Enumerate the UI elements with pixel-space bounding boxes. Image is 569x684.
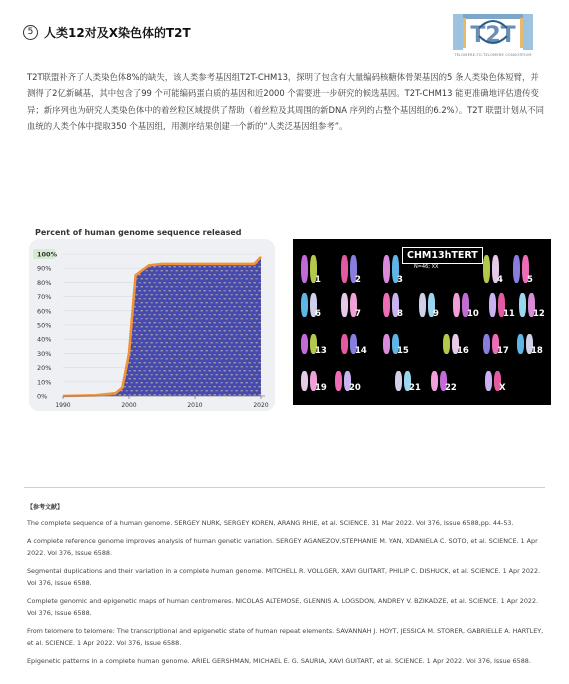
reference-item: The complete sequence of a human genome. SERGEY NURK, SERGEY KOREN, ARANG RHIE, et al. SCIENCE. 31 Mar 2022. Vol 376, Issue 6588,pp. 44-53. <box>27 519 514 527</box>
chromosome-label: 22 <box>445 383 457 393</box>
y-tick-label: 60% <box>37 307 52 316</box>
y-tick-label: 90% <box>37 264 52 273</box>
chromosome-image <box>443 334 450 354</box>
chromosome-image <box>341 293 348 317</box>
chromosome-label: 12 <box>533 309 545 319</box>
y-tick-label: 10% <box>37 378 52 387</box>
y-tick-label: 30% <box>37 349 52 358</box>
chromosome-label: 19 <box>315 383 327 393</box>
genome-chart <box>27 225 277 415</box>
chromosome-label: 17 <box>497 346 509 356</box>
reference-item: From telomere to telomere: The transcriptional and epigenetic state of human repeat elements. SAVANNAH J. HOYT, JESSICA M. STORER, GABRIELLE A. HARTLEY, et al. SCIENCE. 1 Apr 2022. Vol 376, Issue 6588. <box>27 627 544 647</box>
chromosome-image <box>485 371 492 391</box>
chromosome-image <box>419 293 426 317</box>
y-tick-label: 50% <box>37 321 52 330</box>
karyotype-image <box>293 239 551 405</box>
references-list <box>27 517 547 673</box>
chart-svg <box>27 225 277 415</box>
karyotype-title: CHM13hTERT <box>402 247 483 264</box>
x-tick-label: 2000 <box>121 402 137 409</box>
chromosome-image <box>335 371 342 391</box>
chromosome-image <box>341 334 348 354</box>
chromosome-label: 18 <box>531 346 543 356</box>
chromosome-image <box>301 371 308 391</box>
chromosome-label: 9 <box>433 309 439 319</box>
chromosome-label: 3 <box>397 275 403 285</box>
chromosome-label: 1 <box>315 275 321 285</box>
reference-item: Segmental duplications and their variation in a complete human genome. MITCHELL R. VOLLGER, XAVI GUITART, PHILIP C. DISHUCK, et al. SCIENCE. 1 Apr 2022. Vol 376, Issue 6588. <box>27 567 541 587</box>
chromosome-image <box>395 371 402 391</box>
y-tick-label: 20% <box>37 364 52 373</box>
chromosome-image <box>301 334 308 354</box>
chromosome-image <box>519 293 526 317</box>
chromosome-label: 2 <box>355 275 361 285</box>
y-tick-label: 80% <box>37 278 52 287</box>
reference-item: A complete reference genome improves analysis of human genetic variation. SERGEY AGANEZOV,STEPHANIE M. YAN, XDANIELA C. SOTO, et al. SCIENCE. 1 Apr 2022. Vol 376, Issue 6588. <box>27 537 538 557</box>
divider <box>24 487 545 488</box>
section-title: 人类12对及X染色体的T2T <box>44 26 191 40</box>
chromosome-label: 15 <box>397 346 409 356</box>
chromosome-label: 14 <box>355 346 367 356</box>
chromosome-label: 20 <box>349 383 361 393</box>
chromosome-image <box>489 293 496 317</box>
chromosome-label: 7 <box>355 309 361 319</box>
reference-item: Complete genomic and epigenetic maps of human centromeres. NICOLAS ALTEMOSE, GLENNIS A. LOGSDON, ANDREY V. BZIKADZE, et al. SCIENCE. 1 Apr 2022. Vol 376, Issue 6588. <box>27 597 539 617</box>
chromosome-label: 16 <box>457 346 469 356</box>
chromosome-label: 5 <box>527 275 533 285</box>
chromosome-label: X <box>499 383 506 393</box>
chromosome-image <box>383 334 390 354</box>
body-paragraph: T2T联盟补齐了人类染色体8%的缺失，该人类参考基因组T2T-CHM13，探明了包含有大量编码核糖体骨架基因的5 条人类染色体短臂，并测得了2亿新碱基，其中包含了99 个可能编码蛋白质的基因和近2000 个需要进一步研究的候选基因。T2T-CHM13 能更准确地评估遗传变异；新序列也为研究人类染色体中的着丝粒区域提供了帮助（着丝粒及其周围的新DNA 序列约占整个基因组的6.2%）。T2T 联盟计划从不同血统的人类个体中提取350 个基因组，用测序结果创建一个新的“人类泛基因组参考”。 <box>27 72 545 132</box>
chromosome-image <box>341 255 348 283</box>
chromosome-image <box>301 255 308 283</box>
chromosome-label: 11 <box>503 309 515 319</box>
t2t-logo-graphic <box>449 8 537 54</box>
chromosome-image <box>301 293 308 317</box>
chromosome-image <box>513 255 520 283</box>
chromosome-image <box>483 255 490 283</box>
chromosome-image <box>431 371 438 391</box>
chromosome-label: 4 <box>497 275 503 285</box>
chromosome-image <box>383 255 390 283</box>
chart-title: Percent of human genome sequence released <box>35 228 242 237</box>
chromosome-label: 10 <box>467 309 479 319</box>
chromosome-label: 8 <box>397 309 403 319</box>
chromosome-image <box>453 293 460 317</box>
t2t-logo <box>449 8 537 62</box>
chromosome-label: 13 <box>315 346 327 356</box>
chromosome-image <box>483 334 490 354</box>
karyotype-subtitle: N=46; XX <box>414 264 439 270</box>
logo-text: T2T <box>470 23 516 48</box>
references-heading: 【参考文献】 <box>27 504 64 511</box>
section-header <box>23 24 191 41</box>
chromosome-label: 21 <box>409 383 421 393</box>
y-tick-label: 100% <box>37 250 58 259</box>
x-tick-label: 1990 <box>55 402 71 409</box>
x-tick-label: 2020 <box>253 402 269 409</box>
reference-item: Epigenetic patterns in a complete human genome. ARIEL GERSHMAN, MICHAEL E. G. SAURIA, XAVI GUITART, et al. SCIENCE. 1 Apr 2022. Vol 376, Issue 6588. <box>27 657 531 665</box>
y-tick-label: 0% <box>37 392 48 401</box>
y-tick-label: 40% <box>37 335 52 344</box>
y-tick-label: 70% <box>37 293 52 302</box>
chromosome-image <box>383 293 390 317</box>
chromosome-label: 6 <box>315 309 321 319</box>
x-tick-label: 2010 <box>187 402 203 409</box>
section-number: 5 <box>23 25 38 40</box>
logo-caption: TELOMERE-TO-TELOMERE CONSORTIUM <box>454 53 532 57</box>
chromosome-image <box>517 334 524 354</box>
